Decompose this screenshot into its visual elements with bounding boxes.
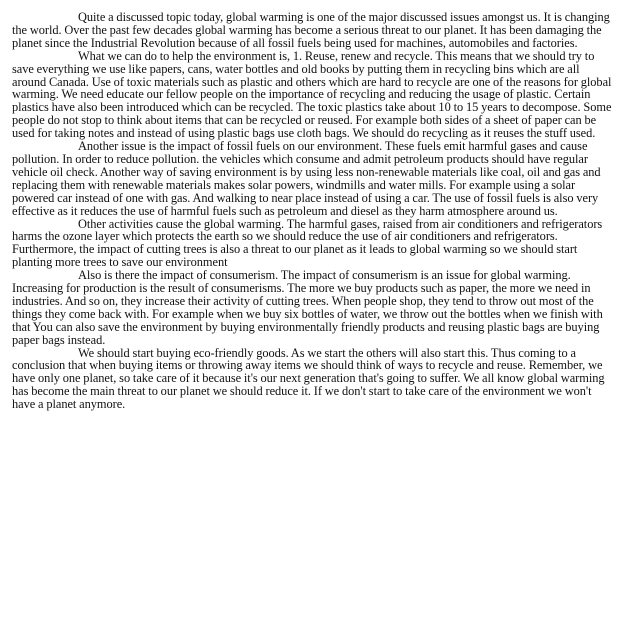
paragraph-recycling: What we can do to help the environment is, 1. Reuse, renew and recycle. This means that we should try to save everything we use like papers, cans, water bottles and old books by putting them in recycling bins which are all around Canada. Use of toxic materials such as plastic and others which are hard to recycle are one of the reasons for global warming. We need educate our fellow people on the importance of recycling and reducing the usage of plastic. Certain plastics have also been introduced which can be recycled. The toxic plastics take about 10 to 15 years to decompose. Some people do not stop to think about items that can be recycled or reused. For example both sides of a sheet of paper can be used for taking notes and instead of using plastic bags use cloth bags. We should do recycling as it reuses the stuff used. [12, 48, 612, 141]
paragraph-other-activities: Other activities cause the global warming. The harmful gases, raised from air conditioners and refrigerators harms the ozone layer which protects the earth so we should reduce the use of air conditioners and refrigerators. Furthermore, the impact of cutting trees is also a threat to our planet as it leads to global warming so we should start planting more trees to save our environment [12, 216, 603, 270]
paragraph-consumerism: Also is there the impact of consumerism. The impact of consumerism is an issue for global warming. Increasing for production is the result of consumerisms. The more we buy products such as paper, the more we need in industries. And so on, they increase their activity of cutting trees. When people shop, they tend to throw out most of the things they come back with. For example when we buy six bottles of water, we throw out the bottles when we finish with that You can also save the environment by buying environmentally friendly products and reusing plastic bags are buying paper bags instead. [12, 268, 603, 347]
paragraph-conclusion: We should start buying eco-friendly goods. As we start the others will also start this. Thus coming to a conclusion that when buying items or throwing away items we should think of ways to recycle and reuse. Remember, we have only one planet, so take care of it because it's our next generation that's going to suffer. We all know global warming has become the main threat to our planet we should reduce it. If we don't start to take care of the environment we won't have a planet anymore. [12, 345, 605, 412]
paragraph-intro: Quite a discussed topic today, global warming is one of the major discussed issues amongst us. It is changing the world. Over the past few decades global warming has become a serious threat to our planet. It has been damaging the planet since the Industrial Revolution because of all fossil fuels being used for machines, automobiles and factories. [12, 10, 610, 50]
paragraph-fossil-fuels: Another issue is the impact of fossil fuels on our environment. These fuels emit harmful gases and cause pollution. In order to reduce pollution. the vehicles which consume and admit petroleum products should have regular vehicle oil check. Another way of saving environment is by using less non-renewable materials like coal, oil and gas and replacing them with renewable materials makes solar powers, windmills and water mills. For example using a solar powered car instead of one with gas. And walking to near place instead of using a car. The use of fossil fuels is also very effective as it reduces the use of harmful fuels such as petroleum and diesel as they harm atmosphere around us. [12, 139, 601, 218]
